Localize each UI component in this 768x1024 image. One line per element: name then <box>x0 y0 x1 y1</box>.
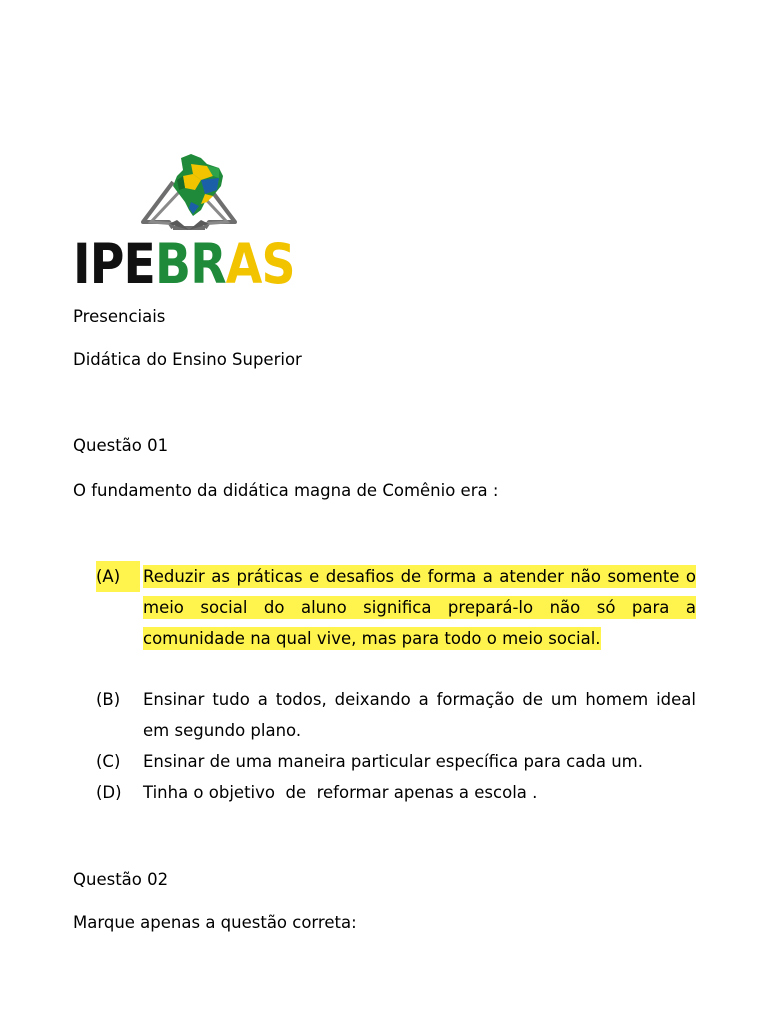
option-a-label: (A) <box>96 561 140 592</box>
question-1-prompt: O fundamento da didática magna de Comênio era : <box>73 481 499 500</box>
logo-text-ipe: IPE <box>73 232 156 296</box>
logo-text-br: BR <box>155 232 226 296</box>
option-c-text: Ensinar de uma maneira particular específica para cada um. <box>143 752 643 771</box>
option-a-text: Reduzir as práticas e desafios de forma a atender não somente o meio social do aluno significa prepará-lo não só para a comunidade na qual vive, mas para todo o meio social. <box>143 567 696 648</box>
option-d <box>96 777 700 808</box>
question-2-title: Questão 02 <box>73 870 169 889</box>
option-b <box>96 684 700 746</box>
option-c <box>96 746 700 777</box>
question-2-prompt: Marque apenas a questão correta: <box>73 913 357 932</box>
category-label: Presenciais <box>73 307 166 326</box>
option-b-text: Ensinar tudo a todos, deixando a formação de um homem ideal em segundo plano. <box>143 690 696 740</box>
option-c-label: (C) <box>96 752 121 771</box>
option-d-label: (D) <box>96 783 122 802</box>
logo-text-as: AS <box>225 232 295 296</box>
option-a <box>96 561 700 685</box>
book-map-emblem-icon <box>73 150 291 240</box>
course-title: Didática do Ensino Superior <box>73 350 302 369</box>
option-d-text: Tinha o objetivo de reformar apenas a escola . <box>143 783 538 802</box>
question-1-title: Questão 01 <box>73 436 169 455</box>
option-b-label: (B) <box>96 690 121 709</box>
ipebras-logo <box>73 150 295 296</box>
logo-wordmark <box>73 234 295 294</box>
